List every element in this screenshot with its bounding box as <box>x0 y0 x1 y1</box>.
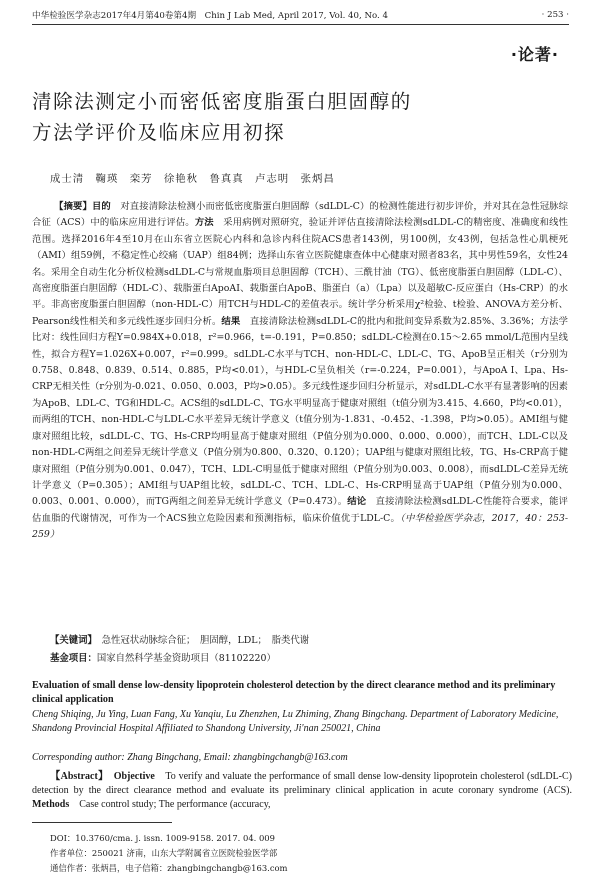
footnote-affiliation: 作者单位：250021 济南，山东大学附属省立医院检验医学部 <box>50 848 278 858</box>
title-line-1: 清除法测定小而密低密度脂蛋白胆固醇的 <box>32 90 412 113</box>
section-label: ·论著· <box>510 45 559 64</box>
funding <box>50 650 276 664</box>
journal-citation-inline: （中华检验医学杂志，2017，40：253-259） <box>32 512 568 541</box>
abstract-label: 【摘要】 <box>54 201 92 212</box>
author-list: 成士清 鞠瑛 栾芳 徐艳秋 鲁真真 卢志明 张炳昌 <box>50 173 335 185</box>
running-header <box>32 8 569 22</box>
english-abstract-label: 【Abstract】 <box>50 771 104 782</box>
english-methods-label: Methods <box>32 799 70 811</box>
footnote-doi: DOI：10.3760/cma. j. issn. 1009-9158. 2017. 04. 009 <box>50 833 275 843</box>
keywords: 【关键词】 急性冠状动脉综合征； 胆固醇，LDL； 脂类代谢 <box>50 635 310 646</box>
english-methods-text: Case control study; The performance (accuracy, <box>79 799 271 811</box>
keyword-3: 脂类代谢 <box>271 635 310 646</box>
conclusions-text: 直接清除法检测sdLDL-C性能符合要求，能评估血脂的代谢情况，可作为一个ACS独立危险因素和预测指标，临床价值优于LDL-C。 <box>32 496 568 524</box>
results-label: 结果 <box>221 315 241 327</box>
english-author-names: Cheng Shiqing, Ju Ying, Luan Fang, Xu Yanqiu, Lu Zhenzhen, Lu Zhiming, Zhang Bingchang. <box>32 709 408 720</box>
funding-text: 国家自然科学基金资助项目（81102220） <box>96 653 276 664</box>
english-abstract <box>32 770 572 813</box>
methods-text: 采用病例对照研究，验证并评估直接清除法检测sdLDL-C的精密度、准确度和线性范围。选择2016年4至10月在山东省立医院心内科和急诊内科住院ACS患者143例，男100例，女43例，包括急性心肌梗死（AMI）组59例，不稳定性心绞痛（UAP）组84例；选择山东省立医院健康查体中心健康对照者83名，其中男性59名，女性24名。采用全自动生化分析仪检测sdLDL-C与常规血脂项目总胆固醇（TCH）、三酰甘油（TG）、低密度脂蛋白胆固醇（LDL-C）、高密度脂蛋白胆固醇（HDL-C）、载脂蛋白ApoAⅠ、载脂蛋白ApoB、脂蛋白（a）（Lpa）以及超敏C-反应蛋白（Hs-CRP）的水平。非高密度脂蛋白胆固醇（non-HDL-C）用TCH与HDL-C的差值表示。统计学分析采用χ²检验、t检验、ANOVA方差分析、Pearson线性相关和多元线性逐步回归分析。 <box>32 217 568 327</box>
english-objective-label: Objective <box>113 771 155 782</box>
objective-label: 目的 <box>91 201 111 212</box>
results-text: 直接清除法检测sdLDL-C的批内和批间变异系数为2.85%、3.36%；方法学比对：线性回归方程Y=0.984X+0.018，r²=0.966，t=-0.191，P=0.850；sdLDL-C检测在0.15～2.65 mmol/L范围内呈线性，拟合方程Y=1.026X+0.007，r²=0.999。sdLDL-C水平与TCH、non-HDL-C、LDL-C、TG、ApoB呈正相关（r分别为0.758、0.848、0.839、0.514、0.885，P均<0.01），与HDL-C呈负相关（r=-0.224，P=0.001），与ApoA Ⅰ、Lpa、Hs-CRP无相关性（r分别为-0.021、0.050、0.003，P均>0.05）。多元线性逐步回归分析显示，对sdLDL-C水平有显著影响的因素为ApoB、LDL-C、TG和HDL-C。ACS组的sdLDL-C、TG水平明显高于健康对照组（t值分别为3.415、4.660，P均<0.01），而两组的TCH、non-HDL-C与LDL-C水平差异无统计学意义（t值分别为-1.831、-0.452、-1.398，P均>0.05）。AMI组与健康对照组比较，sdLDL-C、TG、Hs-CRP均明显高于健康对照组（P值分别为0.000、0.000、0.000），而TCH、LDL-C以及non-HDL-C两组之间差异无统计学意义（P值分别为0.800、0.320、0.120）；UAP组与健康对照组比较，TG、Hs-CRP高于健康对照组（P值分别为0.001、0.047），TCH、LDL-C明显低于健康对照组（P值分别为0.003、0.008），而sdLDL-C差异无统计学意义（P=0.305）；AMI组与UAP组比较，sdLDL-C、TCH、LDL-C、Hs-CRP明显高于UAP组（P值分别为0.000、0.003、0.001、0.000），而TG两组之间差异无统计学意义（P=0.473）。 <box>32 315 568 508</box>
methods-label: 方法 <box>194 217 214 229</box>
title-line-2: 方法学评价及临床应用初探 <box>32 121 286 144</box>
keyword-2: 胆固醇，LDL <box>200 635 258 646</box>
footnote-corresponding: 通信作者：张炳昌，电子信箱：zhangbingchangb@163.com <box>50 863 288 873</box>
article-title <box>32 86 552 148</box>
footnote-rule <box>32 822 172 823</box>
funding-label: 基金项目： <box>50 653 97 664</box>
page-number: · 253 · <box>541 10 569 20</box>
english-affiliation: Department of Laboratory Medicine, Shandong Provincial Hospital Affiliated to Shandong University, Ji'nan 250021, China <box>32 709 559 735</box>
journal-citation: 中华检验医学杂志2017年4月第40卷第4期 Chin J Lab Med, April 2017, Vol. 40, No. 4 <box>32 11 388 21</box>
conclusions-label: 结论 <box>347 496 367 508</box>
keyword-1: 急性冠状动脉综合征 <box>101 635 186 646</box>
chinese-abstract <box>32 199 568 544</box>
header-rule <box>32 24 569 25</box>
english-authors <box>32 708 572 737</box>
english-title: Evaluation of small dense low-density lipoprotein cholesterol detection by the direct clearance method and its preliminary clinical application <box>32 680 556 706</box>
objective-text: 对直接清除法检测小而密低密度脂蛋白胆固醇（sdLDL-C）的检测性能进行初步评价，并对其在急性冠脉综合征（ACS）中的临床应用进行评估。 <box>32 201 568 229</box>
english-objective-text: To verify and valuate the performance of small dense low-density lipoprotein cholesterol (sdLDL-C) detection by the direct clearance method and evaluate its preliminary clinical application in acute coronary syndrome (ACS). <box>32 771 573 797</box>
english-corresponding-author: Corresponding author: Zhang Bingchang, Email: zhangbingchangb@163.com <box>32 752 348 763</box>
keywords-label: 【关键词】 <box>50 635 93 646</box>
